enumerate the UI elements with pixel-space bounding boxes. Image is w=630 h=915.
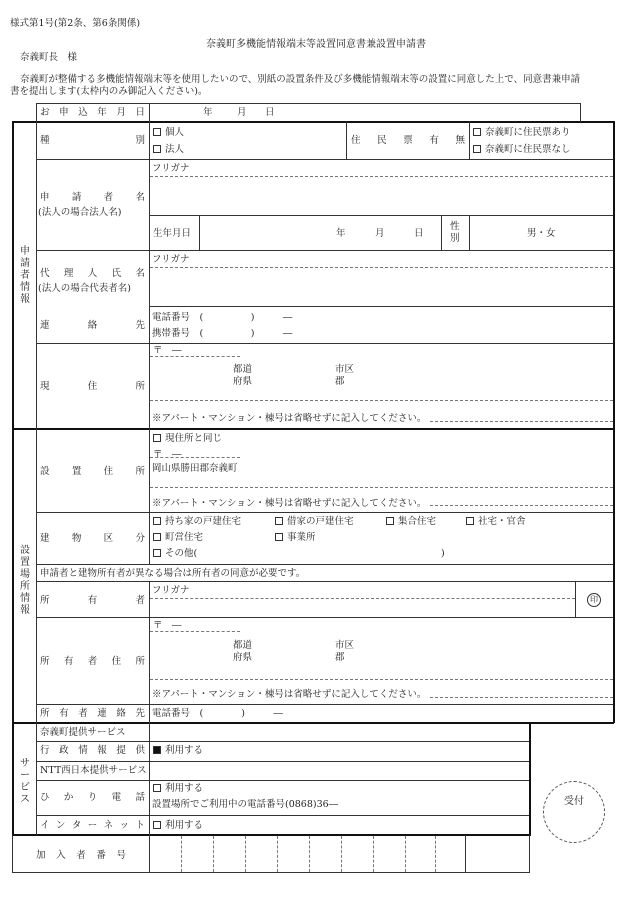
label-install-address: 設 置 住 所 [40,466,145,477]
admin-info-use-checkbox[interactable] [153,746,161,754]
label-admin-info: 行 政 情 報 提 供 [40,745,145,756]
label-birthdate: 生年月日 [153,228,192,239]
same-as-current-option[interactable]: 現住所と同じ [153,433,222,445]
label-application-date: お 申 込 年 月 日 [40,107,145,118]
label-hikari-phone: ひ か り 電 話 [40,792,145,803]
owner-phone-line[interactable]: 電話番号 ( ) ― [152,708,283,719]
label-current-address: 現 住 所 [40,381,145,392]
same-as-current-checkbox[interactable] [153,434,161,442]
phone-at-install[interactable]: 設置場所でご利用中の電話番号(0868)36― [152,799,339,810]
form-title: 奈義町多機能情報端末等設置同意書兼設置申請書 [206,39,426,50]
city-current-2: 郡 [335,376,345,387]
postal-mark-install: 〒 ― [153,449,182,460]
bt-own-house-checkbox[interactable] [153,517,161,525]
postal-mark-owner: 〒 ― [153,620,182,631]
residence-yes-checkbox[interactable] [473,128,481,136]
address-note-owner: ※アパート・マンション・棟号は省略せずに記入してください。 [152,689,427,700]
birth-year: 年 [336,228,346,239]
label-building-type: 建 物 区 分 [40,533,145,544]
side-label-install: 設置場所情報 [20,545,30,616]
intro-line-1: 奈義町が整備する多機能情報端末等を使用したいので、別紙の設置条件及び多機能情報端末等の設置に同意した上で、同意書兼申請 [20,74,581,85]
postal-mark-current: 〒 ― [153,345,182,356]
furigana-agent: フリガナ [152,254,190,265]
city-owner-2: 郡 [335,652,345,663]
furigana-owner: フリガナ [152,585,190,596]
agent-name-note: (法人の場合代表者名) [38,283,131,294]
type-corporation-option[interactable]: 法人 [153,144,184,156]
date-day: 日 [265,107,275,118]
bt-collective-option[interactable]: 集合住宅 [386,516,436,528]
residence-yes-option[interactable]: 奈義町に住民票あり [473,127,571,139]
internet-use-checkbox[interactable] [153,821,161,829]
label-agent-name: 代 理 人 氏 名 [40,268,145,279]
bt-office-option[interactable]: 事業所 [275,532,316,544]
date-month: 月 [237,107,247,118]
bt-rent-house-checkbox[interactable] [275,517,283,525]
label-sex: 性別 [450,221,460,244]
label-subscriber-number: 加 入 者 番 号 [36,850,126,861]
bt-collective-checkbox[interactable] [386,517,394,525]
bt-rent-house-option[interactable]: 借家の戸建住宅 [275,516,354,528]
address-note-install: ※アパート・マンション・棟号は省略せずに記入してください。 [152,498,427,509]
address-note-current: ※アパート・マンション・棟号は省略せずに記入してください。 [152,413,427,424]
mobile-line[interactable]: 携帯番号 ( ) ― [152,328,293,339]
seal-mark: 印 [587,593,601,607]
pref-current-2: 府県 [233,376,253,387]
birth-day: 日 [414,228,424,239]
bt-company-option[interactable]: 社宅・官舎 [466,516,526,528]
hikari-phone-use-option[interactable]: 利用する [153,783,203,795]
type-individual-option[interactable]: 個人 [153,127,184,139]
phone-line[interactable]: 電話番号 ( ) ― [152,312,293,323]
label-type: 種 別 [40,135,145,146]
agent-name-field[interactable] [152,270,612,304]
birth-month: 月 [375,228,385,239]
residence-no-checkbox[interactable] [473,145,481,153]
bt-other-close: ) [441,548,445,559]
hikari-phone-use-checkbox[interactable] [153,784,161,792]
bt-other-option[interactable]: その他( [153,548,197,560]
label-internet: イ ン タ ー ネ ッ ト [40,820,145,831]
label-owner-contact: 所 有 者 連 絡 先 [40,708,145,719]
owner-consent-note: 申請者と建物所有者が異なる場合は所有者の同意が必要です。 [40,568,306,579]
pref-current-1: 都道 [233,364,253,375]
internet-use-option[interactable]: 利用する [153,820,203,832]
owner-name-field[interactable] [152,600,574,616]
city-owner-1: 市区 [335,640,355,651]
sex-options[interactable]: 男・女 [527,228,556,239]
applicant-name-note: (法人の場合法人名) [38,207,122,218]
intro-line-2: 書を提出します(太枠内のみ御記入ください)。 [10,86,208,97]
receipt-stamp [543,781,605,843]
form-number: 様式第1号(第2条、第6条関係) [10,18,141,29]
side-label-service: サービス [20,758,30,805]
label-residence-record: 住 民 票 有 無 [351,135,465,146]
label-applicant-name: 申 請 者 名 [40,192,145,203]
install-town: 岡山県勝田郡奈義町 [152,463,238,474]
pref-owner-1: 都道 [233,640,253,651]
furigana-applicant: フリガナ [152,163,190,174]
bt-other-checkbox[interactable] [153,549,161,557]
date-year: 年 [203,107,213,118]
receipt-label: 受付 [564,796,584,807]
city-current-1: 市区 [335,364,355,375]
bt-town-house-checkbox[interactable] [153,533,161,541]
label-contact: 連 絡 先 [40,320,145,331]
bt-company-checkbox[interactable] [466,517,474,525]
type-corporation-checkbox[interactable] [153,145,161,153]
addressee: 奈義町長 様 [20,52,78,63]
bt-town-house-option[interactable]: 町営住宅 [153,532,203,544]
label-town-services: 奈義町提供サービス [40,727,126,738]
side-label-applicant: 申請者情報 [20,246,30,305]
label-ntt-services: NTT西日本提供サービス [40,765,147,776]
pref-owner-2: 府県 [233,652,253,663]
label-owner-address: 所 有 者 住 所 [40,656,145,667]
bt-office-checkbox[interactable] [275,533,283,541]
admin-info-use-option[interactable]: 利用する [153,745,203,757]
bt-own-house-option[interactable]: 持ち家の戸建住宅 [153,516,241,528]
label-owner: 所 有 者 [40,595,145,606]
residence-no-option[interactable]: 奈義町に住民票なし [473,144,571,156]
applicant-name-field[interactable] [152,180,612,214]
type-individual-checkbox[interactable] [153,128,161,136]
